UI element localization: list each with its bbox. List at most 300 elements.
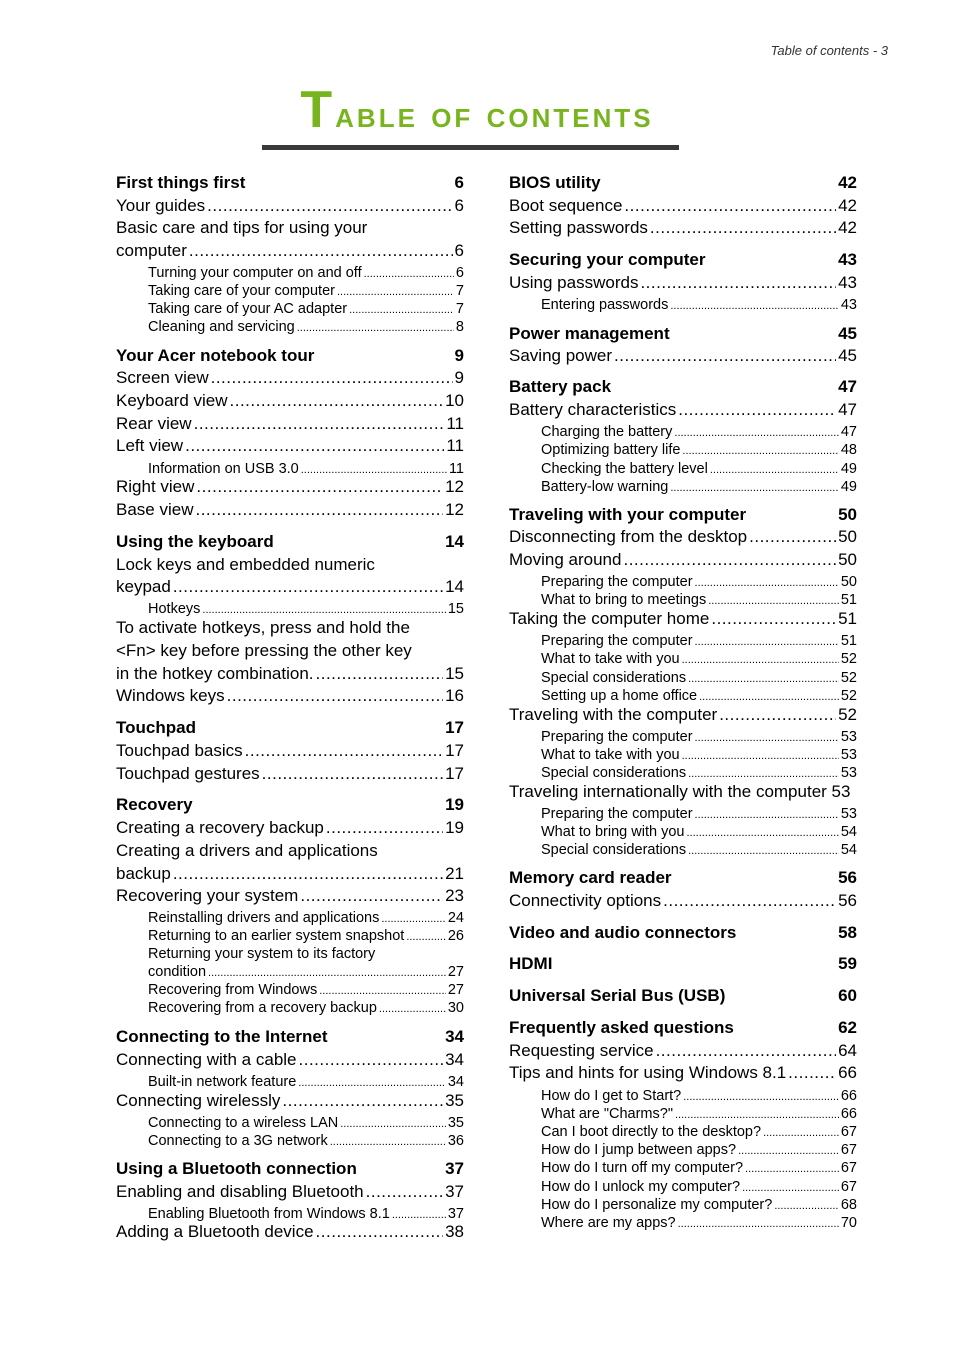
- toc-dot-leader: [337, 286, 454, 298]
- toc-page-number: 7: [455, 283, 464, 300]
- toc-section[interactable]: [116, 818, 464, 838]
- toc-page-number: 36: [447, 1133, 464, 1150]
- toc-subsection[interactable]: [541, 1142, 857, 1158]
- toc-page-number: 7: [455, 301, 464, 318]
- toc-page-number: 62: [838, 1017, 857, 1037]
- toc-entry-title: Recovery: [116, 794, 193, 814]
- toc-page-number: 66: [840, 1106, 857, 1123]
- toc-subsection[interactable]: [541, 1215, 857, 1231]
- toc-page-number: 9: [454, 345, 464, 365]
- toc-dot-leader: [301, 464, 447, 476]
- toc-entry-title: Enabling and disabling Bluetooth: [116, 1181, 364, 1201]
- toc-entry-title: Memory card reader: [509, 867, 672, 887]
- toc-dot-leader: [379, 1003, 446, 1015]
- toc-subsection[interactable]: [148, 964, 464, 980]
- toc-entry-title: Creating a recovery backup: [116, 817, 324, 837]
- toc-subsection[interactable]: [541, 424, 857, 440]
- toc-dot-leader: [670, 482, 839, 494]
- toc-dot-leader: [340, 1118, 446, 1130]
- toc-page-number: 50: [838, 549, 857, 569]
- toc-entry-title: Left view: [116, 435, 184, 455]
- toc-page-number: 53: [840, 729, 857, 746]
- toc-page-number: 37: [445, 1181, 464, 1201]
- toc-dot-leader: [262, 764, 443, 784]
- toc-section[interactable]: [116, 1050, 464, 1070]
- toc-page-number: 35: [445, 1090, 464, 1110]
- toc-page-number: 42: [838, 195, 857, 215]
- toc-entry-title: HDMI: [509, 953, 553, 973]
- toc-subsection[interactable]: [541, 806, 857, 822]
- toc-dot-leader: [711, 609, 836, 629]
- toc-page-number: 49: [840, 461, 857, 478]
- toc-chapter[interactable]: [509, 954, 857, 974]
- toc-entry-title: Charging the battery: [541, 424, 673, 441]
- toc-entry-title: Using a Bluetooth connection: [116, 1158, 357, 1178]
- toc-entry-title: Optimizing battery life: [541, 442, 681, 459]
- toc-dot-leader: [173, 864, 443, 884]
- toc-subsection[interactable]: [541, 765, 857, 781]
- toc-subsection[interactable]: [148, 283, 464, 299]
- toc-subsection[interactable]: [541, 1160, 857, 1176]
- toc-subsection[interactable]: [148, 265, 464, 281]
- toc-dot-leader: [392, 1209, 446, 1221]
- toc-chapter[interactable]: [509, 250, 857, 270]
- toc-page-number: 53: [840, 765, 857, 782]
- toc-page-number: 49: [840, 479, 857, 496]
- toc-dot-leader: [686, 827, 838, 839]
- toc-entry-title: What to take with you: [541, 651, 680, 668]
- toc-entry-title: Preparing the computer: [541, 806, 693, 823]
- toc-section[interactable]: [509, 1063, 857, 1083]
- toc-entry-title: What to bring with you: [541, 824, 685, 841]
- toc-section[interactable]: [509, 550, 857, 570]
- toc-subsection[interactable]: [148, 982, 464, 998]
- toc-section[interactable]: [116, 500, 464, 520]
- toc-dot-leader: [774, 1200, 839, 1212]
- toc-chapter[interactable]: [116, 718, 464, 738]
- toc-entry-title: Recovering from Windows: [148, 982, 318, 999]
- toc-entry-title: Traveling with your computer: [509, 504, 747, 524]
- toc-page-number: 47: [838, 399, 857, 419]
- toc-subsection[interactable]: [148, 1206, 464, 1222]
- toc-page-number: 30: [447, 1000, 464, 1017]
- toc-entry-title: Enabling Bluetooth from Windows 8.1: [148, 1206, 390, 1223]
- toc-section[interactable]: [509, 891, 857, 911]
- toc-subsection[interactable]: [541, 1124, 857, 1140]
- toc-entry-title: Connecting to a wireless LAN: [148, 1115, 339, 1132]
- toc-page-number: 60: [838, 985, 857, 1005]
- toc-subsection[interactable]: [541, 1197, 857, 1213]
- toc-dot-leader: [364, 268, 454, 280]
- toc-entry-title: Connectivity options: [509, 890, 662, 910]
- toc-page-number: 42: [838, 172, 857, 192]
- toc-entry-title: Special considerations: [541, 765, 687, 782]
- toc-dot-leader: [640, 273, 836, 293]
- toc-page-number: 37: [447, 1206, 464, 1223]
- toc-page-number: 6: [454, 195, 464, 215]
- toc-entry-title: Reinstalling drivers and applications: [148, 910, 380, 927]
- toc-entry-title: BIOS utility: [509, 172, 601, 192]
- toc-page-number: 9: [454, 367, 464, 387]
- toc-dot-leader: [300, 886, 443, 906]
- toc-page-number: 35: [447, 1115, 464, 1132]
- toc-dot-leader: [670, 300, 839, 312]
- toc-entry-title: Connecting wirelessly: [116, 1090, 281, 1110]
- toc-page-number: 59: [838, 953, 857, 973]
- toc-chapter[interactable]: [116, 795, 464, 815]
- toc-subsection[interactable]: [541, 729, 857, 745]
- toc-page-number: 11: [448, 461, 464, 478]
- toc-subsection[interactable]: [541, 824, 857, 840]
- toc-entry-title: What to bring to meetings: [541, 592, 707, 609]
- toc-page-number: 11: [446, 413, 464, 433]
- toc-entry-title: Right view: [116, 476, 195, 496]
- toc-page-number: 54: [840, 824, 857, 841]
- toc-page-number: 52: [840, 688, 857, 705]
- toc-section[interactable]: [116, 577, 464, 597]
- toc-subsection[interactable]: [541, 442, 857, 458]
- toc-page-number: 21: [445, 863, 464, 883]
- toc-page-number: 15: [445, 663, 464, 683]
- toc-subsection[interactable]: [541, 670, 857, 686]
- toc-subsection[interactable]: [541, 592, 857, 608]
- toc-section[interactable]: [509, 346, 857, 366]
- toc-subsection[interactable]: [541, 461, 857, 477]
- toc-entry-title: Your Acer notebook tour: [116, 345, 315, 365]
- toc-page-number: 51: [840, 633, 857, 650]
- toc-dot-leader: [708, 595, 839, 607]
- toc-dot-leader: [207, 196, 452, 216]
- toc-section[interactable]: [509, 1041, 857, 1061]
- toc-wrapped-line: Lock keys and embedded numeric: [116, 554, 375, 574]
- toc-page-number: 66: [840, 1088, 857, 1105]
- toc-entry-title: What to take with you: [541, 747, 680, 764]
- toc-entry-title: Connecting to the Internet: [116, 1026, 328, 1046]
- toc-entry-title: Power management: [509, 323, 670, 343]
- toc-entry-title: First things first: [116, 172, 246, 192]
- toc-page-number: 50: [838, 526, 857, 546]
- toc-subsection[interactable]: [541, 688, 857, 704]
- toc-chapter[interactable]: [509, 377, 857, 397]
- toc-section[interactable]: [116, 368, 464, 388]
- toc-page-number: 58: [838, 922, 857, 942]
- toc-page-number: 43: [840, 297, 857, 314]
- toc-entry-title: What are "Charms?": [541, 1106, 673, 1123]
- toc-dot-leader: [208, 967, 446, 979]
- toc-dot-leader: [749, 527, 836, 547]
- toc-page-number: 17: [445, 763, 464, 783]
- toc-entry-title: Boot sequence: [509, 195, 623, 215]
- toc-page-number: 52: [838, 704, 857, 724]
- toc-dot-leader: [695, 636, 839, 648]
- toc-entry-title: Connecting with a cable: [116, 1049, 297, 1069]
- toc-dot-leader: [650, 218, 836, 238]
- toc-page-number: 67: [840, 1142, 857, 1159]
- toc-subsection[interactable]: [541, 651, 857, 667]
- toc-page-number: 38: [445, 1221, 464, 1241]
- toc-subsection[interactable]: [541, 1088, 857, 1104]
- toc-subsection[interactable]: [148, 928, 464, 944]
- toc-page-number: 51: [840, 592, 857, 609]
- toc-page-number: 43: [838, 272, 857, 292]
- toc-entry-title: Built-in network feature: [148, 1074, 297, 1091]
- toc-section[interactable]: [116, 414, 464, 434]
- toc-page-number: 47: [840, 424, 857, 441]
- toc-entry-title: Connecting to a 3G network: [148, 1133, 328, 1150]
- toc-page-number: 48: [840, 442, 857, 459]
- toc-subsection[interactable]: [148, 601, 464, 617]
- toc-chapter[interactable]: [509, 324, 857, 344]
- toc-section[interactable]: [116, 741, 464, 761]
- toc-section[interactable]: [509, 527, 857, 547]
- toc-section[interactable]: [116, 1222, 464, 1242]
- toc-subsection[interactable]: [541, 842, 857, 858]
- toc-entry-title: Recovering from a recovery backup: [148, 1000, 377, 1017]
- toc-page-number: 27: [447, 982, 464, 999]
- toc-dot-leader: [189, 241, 453, 261]
- toc-dot-leader: [202, 604, 445, 616]
- toc-entry-title: Setting passwords: [509, 217, 648, 237]
- toc-page-number: 6: [454, 172, 464, 192]
- toc-chapter[interactable]: [116, 1027, 464, 1047]
- toc-page-number: 14: [445, 576, 464, 596]
- toc-page-number: 26: [447, 928, 464, 945]
- toc-section[interactable]: [116, 241, 464, 261]
- toc-dot-leader: [185, 436, 444, 456]
- toc-section[interactable]: [116, 1182, 464, 1202]
- toc-entry-title: Information on USB 3.0: [148, 461, 299, 478]
- toc-subsection[interactable]: [148, 1115, 464, 1131]
- toc-entry-title: How do I personalize my computer?: [541, 1197, 773, 1214]
- toc-page-number: 15: [447, 601, 464, 618]
- toc-wrapped-line: To activate hotkeys, press and hold the: [116, 617, 410, 637]
- toc-subsection[interactable]: [148, 1074, 464, 1090]
- toc-dot-leader: [738, 1145, 839, 1157]
- toc-subsection[interactable]: [541, 297, 857, 313]
- toc-entry-title: Traveling with the computer: [509, 704, 718, 724]
- toc-dot-leader: [316, 1222, 444, 1242]
- toc-dot-leader: [614, 346, 836, 366]
- toc-page-number: 67: [840, 1160, 857, 1177]
- toc-dot-leader: [675, 1109, 839, 1121]
- toc-dot-leader: [719, 705, 836, 725]
- toc-section[interactable]: [116, 864, 464, 884]
- toc-wrapped-line: Traveling internationally with the computer 53: [509, 781, 851, 801]
- toc-dot-leader: [682, 445, 838, 457]
- toc-dot-leader: [688, 845, 839, 857]
- toc-dot-leader: [194, 414, 445, 434]
- toc-section[interactable]: [509, 218, 857, 238]
- toc-entry-title: Saving power: [509, 345, 613, 365]
- toc-subsection[interactable]: [541, 633, 857, 649]
- toc-page-number: 6: [455, 265, 464, 282]
- toc-page-number: 50: [838, 504, 857, 524]
- toc-page-number: 45: [838, 345, 857, 365]
- toc-section[interactable]: [116, 1091, 464, 1111]
- toc-section[interactable]: [116, 196, 464, 216]
- toc-dot-leader: [710, 464, 839, 476]
- toc-entry-title: Disconnecting from the desktop: [509, 526, 748, 546]
- title-initial: T: [300, 81, 336, 139]
- toc-chapter[interactable]: [116, 173, 464, 193]
- toc-entry-title: How do I turn off my computer?: [541, 1160, 744, 1177]
- toc-chapter[interactable]: [116, 346, 464, 366]
- toc-entry-title: How do I unlock my computer?: [541, 1179, 741, 1196]
- toc-dot-leader: [349, 304, 454, 316]
- toc-dot-leader: [230, 391, 444, 411]
- toc-entry-title: Taking care of your AC adapter: [148, 301, 348, 318]
- toc-entry-title: Keyboard view: [116, 390, 228, 410]
- toc-page-number: 12: [445, 499, 464, 519]
- toc-subsection[interactable]: [148, 1133, 464, 1149]
- toc-dot-leader: [695, 732, 839, 744]
- toc-entry-title: Where are my apps?: [541, 1215, 676, 1232]
- toc-dot-leader: [326, 818, 443, 838]
- toc-dot-leader: [688, 673, 839, 685]
- toc-page-number: 34: [447, 1074, 464, 1091]
- toc-section[interactable]: [116, 664, 464, 684]
- toc-entry-title: keypad: [116, 576, 171, 596]
- toc-subsection[interactable]: [148, 910, 464, 926]
- toc-section[interactable]: [509, 196, 857, 216]
- toc-section[interactable]: [116, 686, 464, 706]
- toc-page-number: 11: [446, 435, 464, 455]
- toc-page-number: 45: [838, 323, 857, 343]
- toc-entry-title: Special considerations: [541, 842, 687, 859]
- toc-dot-leader: [674, 427, 838, 439]
- toc-dot-leader: [742, 1182, 839, 1194]
- toc-entry-title: backup: [116, 863, 171, 883]
- toc-entry-title: Recovering your system: [116, 885, 299, 905]
- toc-chapter[interactable]: [509, 1018, 857, 1038]
- toc-entry-title: Base view: [116, 499, 194, 519]
- toc-dot-leader: [282, 1091, 443, 1111]
- toc-entry-title: Touchpad gestures: [116, 763, 260, 783]
- toc-section[interactable]: [116, 477, 464, 497]
- toc-page-number: 68: [840, 1197, 857, 1214]
- toc-page-number: 56: [838, 890, 857, 910]
- toc-subsection[interactable]: [148, 461, 464, 477]
- toc-subsection[interactable]: [541, 747, 857, 763]
- toc-section[interactable]: [116, 886, 464, 906]
- toc-chapter[interactable]: [509, 505, 857, 525]
- toc-chapter[interactable]: [509, 986, 857, 1006]
- toc-page-number: 43: [838, 249, 857, 269]
- toc-section[interactable]: [509, 273, 857, 293]
- toc-subsection[interactable]: [541, 1179, 857, 1195]
- toc-entry-title: Touchpad basics: [116, 740, 243, 760]
- toc-entry-title: Your guides: [116, 195, 206, 215]
- toc-dot-leader: [678, 400, 836, 420]
- toc-chapter[interactable]: [509, 173, 857, 193]
- toc-page-number: 34: [445, 1049, 464, 1069]
- toc-entry-title: Rear view: [116, 413, 192, 433]
- toc-section[interactable]: [116, 436, 464, 456]
- toc-page-number: 23: [445, 885, 464, 905]
- toc-chapter[interactable]: [509, 923, 857, 943]
- toc-entry-title: Battery characteristics: [509, 399, 677, 419]
- toc-page-number: 37: [445, 1158, 464, 1178]
- toc-entry-title: Hotkeys: [148, 601, 201, 618]
- toc-entry-title: Tips and hints for using Windows 8.1: [509, 1062, 787, 1082]
- toc-section[interactable]: [509, 609, 857, 629]
- toc-entry-title: Securing your computer: [509, 249, 706, 269]
- toc-entry-title: Battery pack: [509, 376, 612, 396]
- toc-section[interactable]: [509, 705, 857, 725]
- toc-page-number: 52: [840, 670, 857, 687]
- toc-page-number: 53: [840, 806, 857, 823]
- toc-subsection[interactable]: [541, 574, 857, 590]
- toc-dot-leader: [682, 654, 839, 666]
- toc-entry-title: Battery-low warning: [541, 479, 669, 496]
- toc-page-number: 53: [840, 747, 857, 764]
- toc-entry-title: Entering passwords: [541, 297, 669, 314]
- toc-subsection[interactable]: [148, 301, 464, 317]
- toc-chapter[interactable]: [509, 868, 857, 888]
- toc-dot-leader: [366, 1182, 443, 1202]
- toc-subsection[interactable]: [148, 1000, 464, 1016]
- toc-dot-leader: [656, 1041, 837, 1061]
- toc-entry-title: Frequently asked questions: [509, 1017, 734, 1037]
- toc-section[interactable]: [116, 764, 464, 784]
- toc-entry-title: Can I boot directly to the desktop?: [541, 1124, 762, 1141]
- toc-page-number: 14: [445, 531, 464, 551]
- toc-section[interactable]: [116, 391, 464, 411]
- toc-dot-leader: [688, 768, 839, 780]
- toc-entry-title: Setting up a home office: [541, 688, 698, 705]
- toc-chapter[interactable]: [116, 532, 464, 552]
- toc-dot-leader: [788, 1063, 836, 1083]
- toc-entry-title: Preparing the computer: [541, 574, 693, 591]
- toc-entry-title: Video and audio connectors: [509, 922, 737, 942]
- toc-dot-leader: [624, 196, 836, 216]
- toc-dot-leader: [297, 322, 454, 334]
- toc-dot-leader: [695, 577, 839, 589]
- toc-dot-leader: [211, 368, 453, 388]
- toc-page-number: 64: [838, 1040, 857, 1060]
- toc-wrapped-line: <Fn> key before pressing the other key: [116, 640, 412, 660]
- title-rule: [262, 145, 679, 150]
- toc-page-number: 8: [455, 319, 464, 336]
- toc-section[interactable]: [509, 400, 857, 420]
- toc-dot-leader: [663, 891, 836, 911]
- toc-page-number: 6: [454, 240, 464, 260]
- toc-dot-leader: [245, 741, 443, 761]
- toc-page-number: 66: [838, 1062, 857, 1082]
- toc-page-number: 34: [445, 1026, 464, 1046]
- toc-dot-leader: [763, 1127, 839, 1139]
- toc-entry-title: Requesting service: [509, 1040, 654, 1060]
- page-title: [0, 80, 954, 145]
- toc-entry-title: computer: [116, 240, 187, 260]
- toc-entry-title: Preparing the computer: [541, 633, 693, 650]
- toc-entry-title: Windows keys: [116, 685, 225, 705]
- toc-subsection[interactable]: [541, 479, 857, 495]
- title-rest: able of contents: [335, 94, 654, 135]
- toc-chapter[interactable]: [116, 1159, 464, 1179]
- toc-dot-leader: [683, 1091, 839, 1103]
- toc-entry-title: Touchpad: [116, 717, 196, 737]
- toc-page-number: 19: [445, 794, 464, 814]
- toc-page-number: 24: [447, 910, 464, 927]
- toc-entry-title: Turning your computer on and off: [148, 265, 362, 282]
- toc-subsection[interactable]: [541, 1106, 857, 1122]
- toc-dot-leader: [406, 931, 446, 943]
- toc-dot-leader: [196, 477, 443, 497]
- toc-entry-title: Using the keyboard: [116, 531, 274, 551]
- page-header: Table of contents - 3: [770, 43, 888, 58]
- toc-subsection[interactable]: [148, 319, 464, 335]
